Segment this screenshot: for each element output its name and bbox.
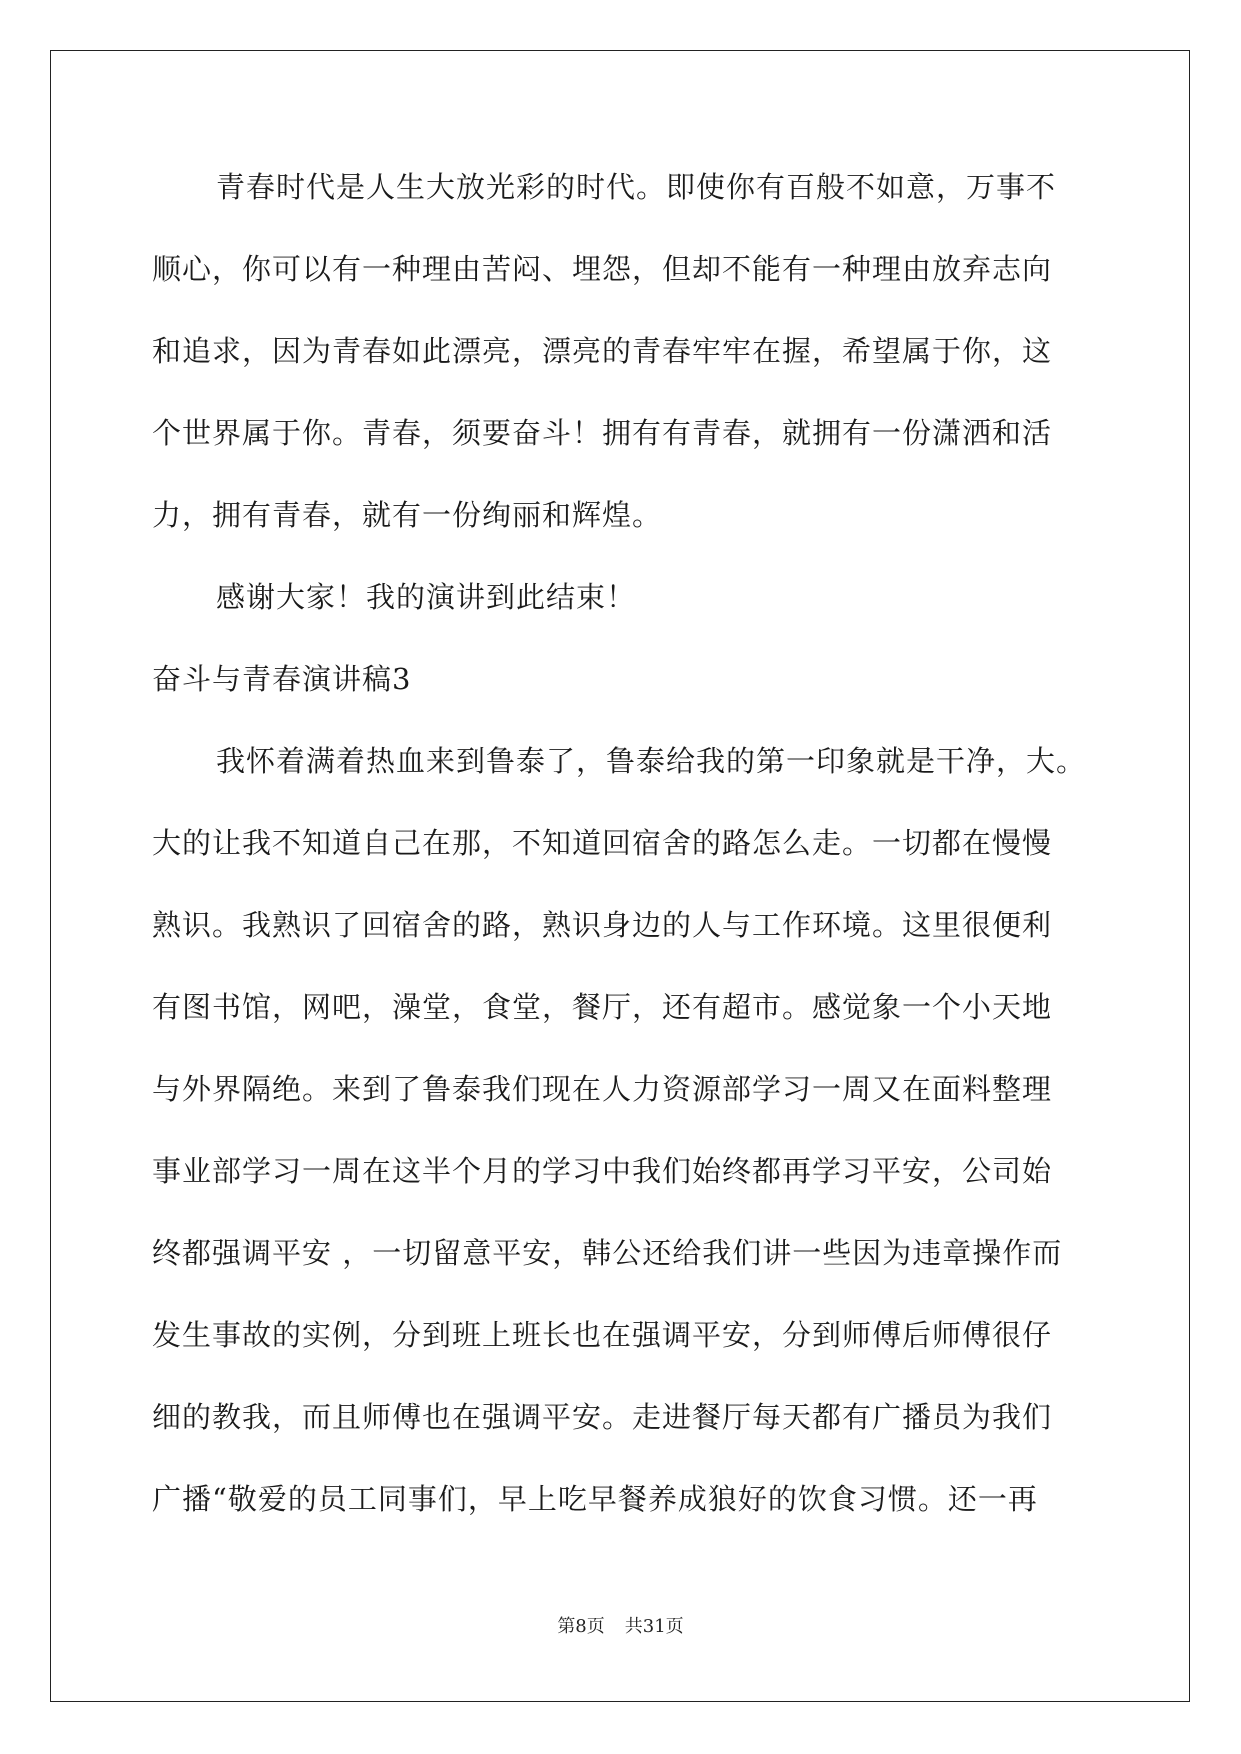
text-line: 力，拥有青春，就有一份绚丽和辉煌。 [152,498,663,532]
page-number: 第8页 [557,1616,605,1637]
text-line: 有图书馆，网吧，澡堂，食堂，餐厅，还有超市。感觉象一个小天地 [152,990,1053,1024]
text-line: 与外界隔绝。来到了鲁泰我们现在人力资源部学习一周又在面料整理 [152,1072,1053,1106]
text-line: 事业部学习一周在这半个月的学习中我们始终都再学习平安，公司始 [152,1154,1053,1188]
text-line: 青春时代是人生大放光彩的时代。即使你有百般不如意，万事不 [216,170,1057,204]
text-line: 我怀着满着热血来到鲁泰了，鲁泰给我的第一印象就是干净，大。 [216,744,1087,778]
text-line: 熟识。我熟识了回宿舍的路，熟识身边的人与工作环境。这里很便利 [152,908,1053,942]
text-line: 和追求，因为青春如此漂亮，漂亮的青春牢牢在握，希望属于你，这 [152,334,1053,368]
text-line: 奋斗与青春演讲稿3 [152,662,412,696]
text-line: 发生事故的实例，分到班上班长也在强调平安，分到师傅后师傅很仔 [152,1318,1053,1352]
text-line: 广播“敬爱的员工同事们，早上吃早餐养成狼好的饮食习惯。还一再 [152,1482,1038,1516]
text-line: 顺心，你可以有一种理由苦闷、埋怨，但却不能有一种理由放弃志向 [152,252,1053,286]
page-footer [0,1612,1241,1638]
document-body [152,146,1092,1540]
text-line: 大的让我不知道自己在那，不知道回宿舍的路怎么走。一切都在慢慢 [152,826,1053,860]
page-total: 共31页 [624,1616,684,1637]
text-line: 感谢大家！我的演讲到此结束！ [216,580,637,614]
text-line: 细的教我，而且师傅也在强调平安。走进餐厅每天都有广播员为我们 [152,1400,1053,1434]
text-line: 终都强调平安 ，一切留意平安，韩公还给我们讲一些因为违章操作而 [152,1236,1063,1270]
text-line: 个世界属于你。青春，须要奋斗！拥有有青春，就拥有一份潇洒和活 [152,416,1053,450]
